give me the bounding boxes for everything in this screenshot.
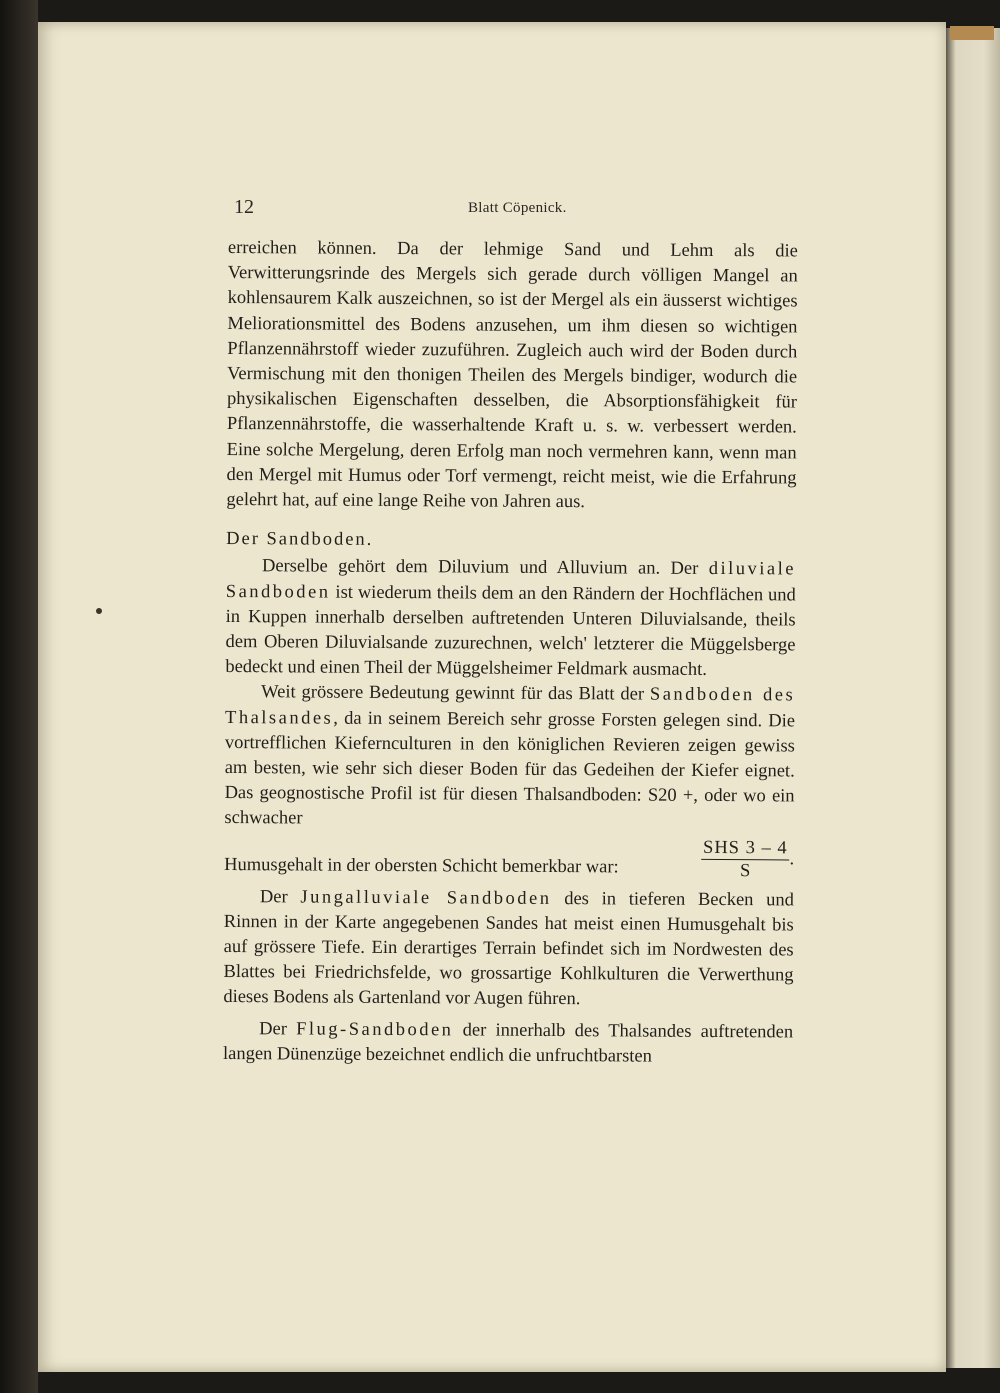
- formula-line: [224, 834, 794, 882]
- paragraph-mergel: erreichen können. Da der lehmige Sand und Lehm als die Verwitterungsrinde des Mergels sich gerade durch völligen Mangel an kohlensaurem Kalk auszeichnen, so ist der Mergel als ein äusserst wichtiges Meliorationsmittel des Bodens anzusehen, um ihm diesen so wichtigen Pflanzennährstoff wieder zuzuführen. Zugleich auch wird der Boden durch Vermischung mit den thonigen Theilen des Mergels bindiger, wodurch die physikalischen Eigenschaften desselben, die Absorptionsfähigkeit für Pflanzennährstoffe, die wasserhaltende Kraft u. s. w. verbessert werden. Eine solche Mergelung, deren Erfolg man noch vermehren kann, wenn man den Mergel mit Humus oder Torf vermengt, reicht meist, wie die Erfahrung gelehrt hat, auf eine lange Reihe von Jahren aus.: [226, 237, 798, 513]
- text-run: Derselbe gehört dem Diluvium und Alluvium an. Der: [261, 556, 709, 580]
- paragraph-flugsand: [223, 1017, 793, 1071]
- text-run: Weit grössere Bedeutung gewinnt für das Blatt der: [261, 682, 650, 706]
- profile-formula: [695, 837, 794, 883]
- emphasis-term: diluviale Sandboden: [225, 559, 797, 603]
- book-binding-edge: [0, 0, 38, 1393]
- ink-dot: [96, 608, 102, 614]
- emphasis-term: Sandboden des Thalsandes: [224, 685, 796, 729]
- text-run: Humusgehalt in der obersten Schicht bemerkbar war:: [224, 855, 619, 878]
- text-run: der innerhalb des Thalsandes auftretenden langen Dünenzüge bezeichnet endlich die unfruchtbarsten: [222, 1020, 794, 1067]
- text-run: ist wiederum theils dem an den Rändern der Hochflächen und in Kuppen innerhalb derselben auftretenden Unteren Diluvialsande, theils dem Oberen Diluvialsande zuzurechnen, welch' letzterer die Müggelsberge bedeckt und einen Theil der Müggelsheimer Feldmark ausmacht.: [225, 582, 796, 681]
- running-title: Blatt Cöpenick.: [468, 200, 567, 216]
- text-run: des in tieferen Becken und Rinnen in der Karte angegebenen Sandes hat meist einen Humusgehalt bis auf grössere Tiefe. Ein derartiges Terrain befindet sich im Nordwesten des Blattes bei Friedrichsfelde, wo grossartige Kohlkulturen die Verwerthung dieses Bodens als Gartenland vor Augen führen.: [223, 888, 795, 1010]
- text-run: , da in seinem Bereich sehr grosse Forsten gelegen sind. Die vortrefflichen Kiefernculturen in den königlichen Revieren zeigen gewiss am besten, wie sehr sich dieser Boden für das Gedeihen der Kiefer eignet. Das geognostische Profil ist für diesen Thalsandboden: S20 +, oder wo ein schwacher: [224, 708, 796, 829]
- emphasis-term: Jungalluviale Sandboden: [300, 887, 552, 909]
- paragraph-jungalluvial: [223, 885, 794, 1014]
- page-number: 12: [234, 196, 254, 218]
- text-run: Der: [259, 1018, 297, 1040]
- formula-numerator: SHS 3 – 4: [701, 837, 790, 861]
- paragraph-diluvial: [225, 554, 796, 683]
- formula-period: .: [789, 848, 795, 869]
- paragraph-thalsand: [224, 680, 795, 835]
- body-text: [223, 236, 798, 1071]
- section-heading-sandboden: Der Sandboden.: [226, 529, 374, 551]
- next-page-edge: [946, 28, 1000, 1368]
- formula-fraction: [701, 837, 790, 883]
- text-run: Der: [259, 886, 301, 908]
- emphasis-term: Flug-Sandboden: [296, 1019, 454, 1041]
- formula-denominator: S: [740, 860, 751, 881]
- page-marker-tab: [950, 26, 994, 40]
- page-header: [232, 196, 792, 224]
